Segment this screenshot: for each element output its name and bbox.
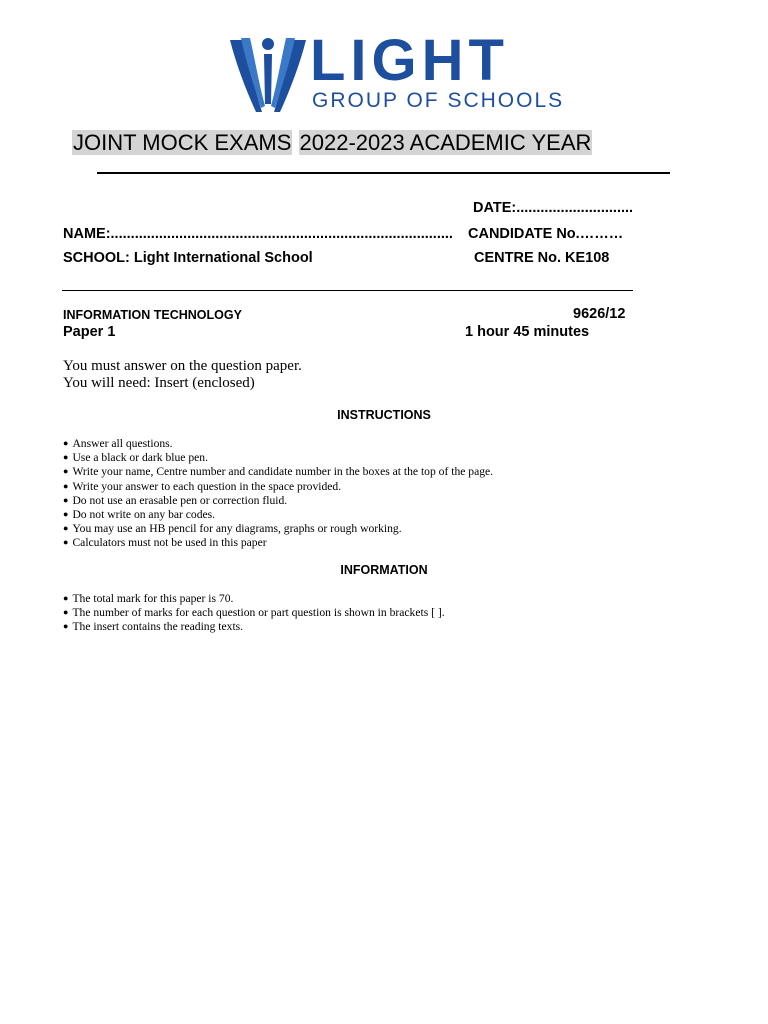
list-item: ● Answer all questions. <box>63 437 493 451</box>
logo-subtitle: GROUP OF SCHOOLS <box>312 89 565 112</box>
instructions-list <box>63 437 493 551</box>
subject-label: INFORMATION TECHNOLOGY <box>63 308 242 322</box>
intro-line-1: You must answer on the question paper. <box>63 358 302 374</box>
fields-divider <box>62 290 633 291</box>
list-item: ● Write your answer to each question in the space provided. <box>63 480 493 494</box>
list-item: ● Use a black or dark blue pen. <box>63 451 493 465</box>
date-field[interactable]: DATE:............................. <box>473 200 634 216</box>
centre-number-field: CENTRE No. KE108 <box>474 250 610 266</box>
list-item: ● The total mark for this paper is 70. <box>63 592 445 606</box>
paper-duration: 1 hour 45 minutes <box>465 324 590 340</box>
paper-number: Paper 1 <box>63 324 116 340</box>
name-field[interactable]: NAME:..................................................................................... <box>63 226 453 242</box>
list-item: ● Write your name, Centre number and candidate number in the boxes at the top of the page. <box>63 465 493 479</box>
page-title <box>72 130 592 156</box>
title-part-2: 2022-2023 ACADEMIC YEAR <box>299 130 592 155</box>
title-part-1: JOINT MOCK EXAMS <box>73 130 292 155</box>
logo-wordmark: LIGHT <box>310 28 509 93</box>
intro-line-2: You will need: Insert (enclosed) <box>63 375 255 391</box>
school-logo <box>228 28 565 119</box>
school-field: SCHOOL: Light International School <box>63 250 313 266</box>
list-item: ● Do not write on any bar codes. <box>63 508 493 522</box>
list-item: ● Do not use an erasable pen or correction fluid. <box>63 494 493 508</box>
list-item: ● The number of marks for each question or part question is shown in brackets [ ]. <box>63 606 445 620</box>
title-divider <box>97 172 670 174</box>
list-item: ● Calculators must not be used in this paper <box>63 536 493 550</box>
information-list <box>63 592 445 635</box>
light-group-emblem-icon <box>228 34 308 116</box>
information-heading: INFORMATION <box>340 563 428 577</box>
candidate-number-field[interactable]: CANDIDATE No.……… <box>468 226 624 242</box>
paper-code: 9626/12 <box>573 306 626 322</box>
list-item: ● The insert contains the reading texts. <box>63 620 445 634</box>
list-item: ● You may use an HB pencil for any diagrams, graphs or rough working. <box>63 522 493 536</box>
instructions-heading: INSTRUCTIONS <box>337 408 431 422</box>
